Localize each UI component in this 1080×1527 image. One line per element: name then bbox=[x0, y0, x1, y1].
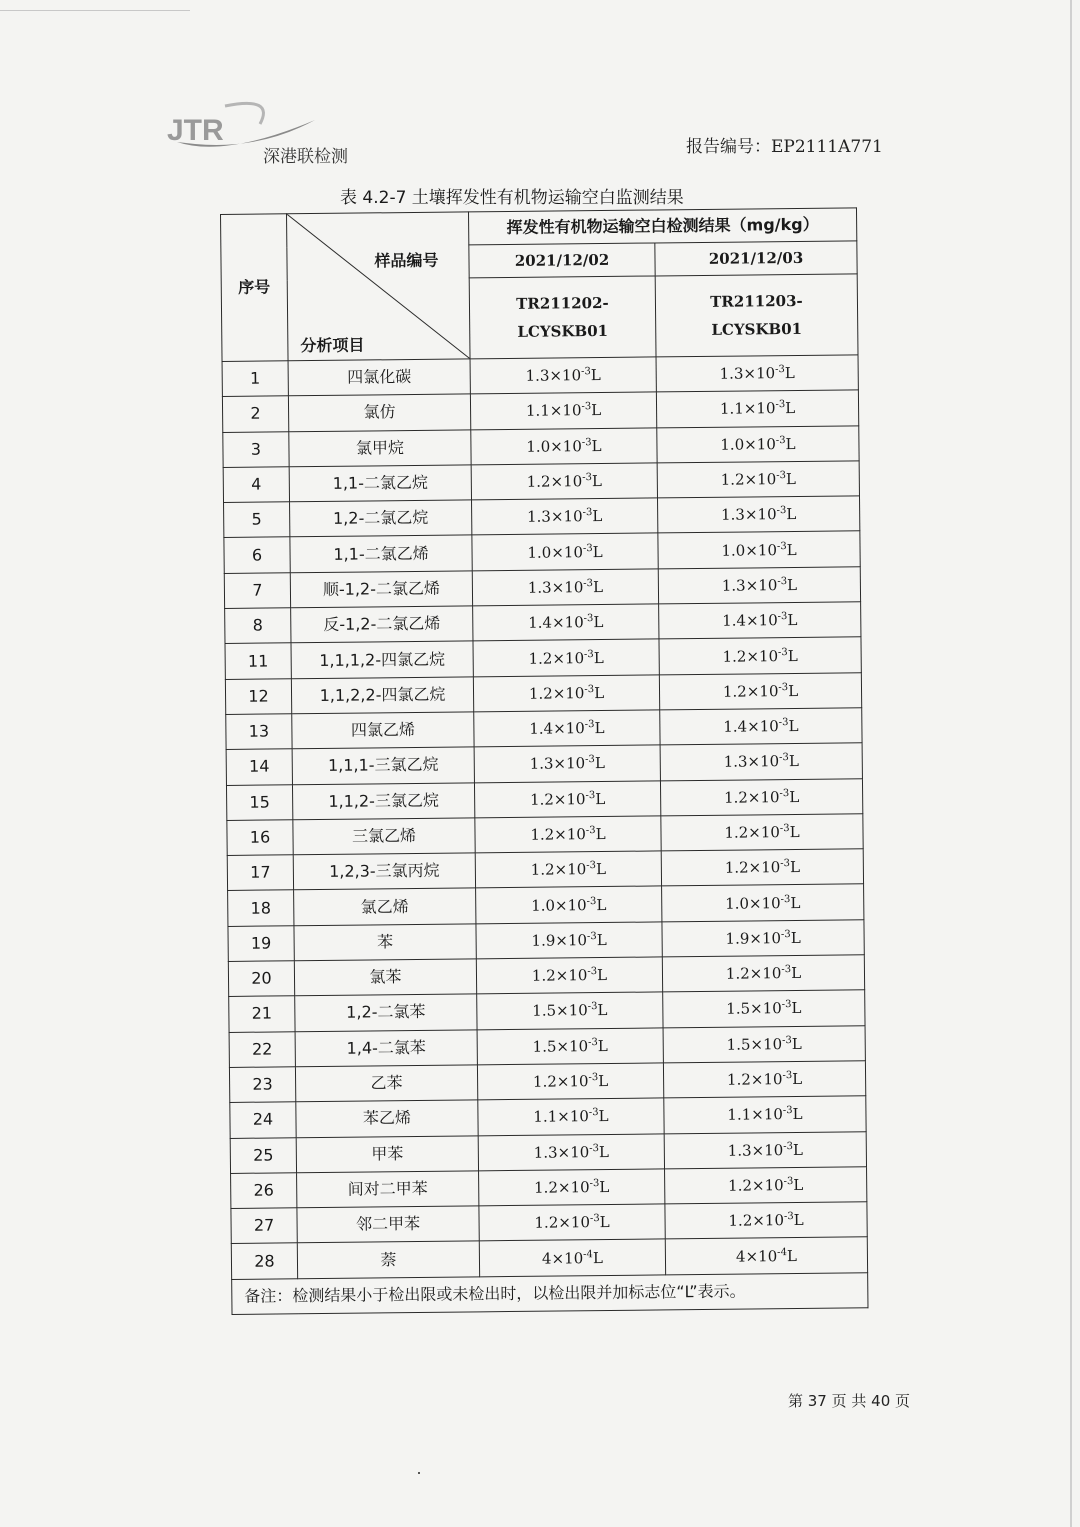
row-value-1: $1.2\times 10^{-3}L$ bbox=[479, 1204, 665, 1241]
row-analysis-item: 1,2-二氯苯 bbox=[295, 994, 477, 1031]
row-value-1: $1.1\times 10^{-3}L$ bbox=[478, 1098, 664, 1135]
row-analysis-item: 反-1,2-二氯乙烯 bbox=[291, 606, 473, 643]
row-value-1: $1.2\times 10^{-3}L$ bbox=[473, 675, 659, 712]
row-value-1: $1.5\times 10^{-3}L$ bbox=[477, 992, 663, 1029]
sample-code-2-line2: LCYSKB01 bbox=[711, 319, 803, 339]
row-seq: 7 bbox=[224, 573, 290, 609]
row-value-1: $1.4\times 10^{-3}L$ bbox=[474, 710, 660, 747]
row-value-2: $1.2\times 10^{-3}L$ bbox=[660, 778, 862, 815]
row-value-1: $1.3\times 10^{-3}L$ bbox=[472, 498, 658, 535]
header-analysis-item: 分析项目 bbox=[300, 335, 365, 356]
report-number: 报告编号：EP2111A771 bbox=[686, 137, 883, 157]
row-analysis-item: 1,4-二氯苯 bbox=[295, 1029, 477, 1066]
row-seq: 3 bbox=[223, 431, 289, 467]
row-seq: 2 bbox=[222, 396, 288, 432]
row-value-2: $1.3\times 10^{-3}L$ bbox=[658, 567, 860, 604]
row-value-2: $1.1\times 10^{-3}L$ bbox=[664, 1096, 866, 1133]
row-analysis-item: 1,2-二氯乙烷 bbox=[290, 500, 472, 537]
row-seq: 4 bbox=[223, 467, 289, 503]
sample-code-1-line1: TR211202- bbox=[516, 293, 609, 313]
row-value-1: $1.0\times 10^{-3}L$ bbox=[471, 428, 657, 465]
row-seq: 11 bbox=[225, 643, 291, 679]
header-seq: 序号 bbox=[221, 214, 289, 362]
logo-wordmark: JTR bbox=[167, 114, 224, 147]
row-seq: 5 bbox=[224, 502, 290, 538]
row-analysis-item: 萘 bbox=[297, 1241, 479, 1278]
row-analysis-item: 1,1,2,2-四氯乙烷 bbox=[291, 677, 473, 714]
row-value-2: $1.2\times 10^{-3}L$ bbox=[661, 849, 863, 886]
row-value-2: $1.2\times 10^{-3}L$ bbox=[663, 1061, 865, 1098]
row-seq: 13 bbox=[226, 714, 292, 750]
row-seq: 27 bbox=[231, 1208, 297, 1244]
header-sample-code-1 bbox=[469, 276, 656, 359]
row-analysis-item: 1,1-二氯乙烷 bbox=[289, 465, 471, 502]
scan-speck bbox=[418, 1472, 420, 1474]
row-value-2: $4\times 10^{-4}L$ bbox=[665, 1237, 867, 1274]
company-logo bbox=[165, 100, 365, 170]
row-value-2: $1.5\times 10^{-3}L$ bbox=[663, 1025, 865, 1062]
company-name: 深港联检测 bbox=[263, 147, 348, 167]
row-value-2: $1.4\times 10^{-3}L$ bbox=[659, 602, 861, 639]
row-analysis-item: 1,1,2-三氯乙烷 bbox=[292, 782, 474, 819]
row-seq: 12 bbox=[225, 678, 291, 714]
table-title: 表 4.2-7 土壤挥发性有机物运输空白监测结果 bbox=[340, 188, 684, 208]
row-value-2: $1.2\times 10^{-3}L$ bbox=[662, 955, 864, 992]
row-value-2: $1.2\times 10^{-3}L$ bbox=[665, 1167, 867, 1204]
row-analysis-item: 间对二甲苯 bbox=[297, 1171, 479, 1208]
row-value-2: $1.2\times 10^{-3}L$ bbox=[661, 814, 863, 851]
row-value-2: $1.2\times 10^{-3}L$ bbox=[657, 461, 859, 498]
row-value-2: $1.0\times 10^{-3}L$ bbox=[657, 425, 859, 462]
row-value-2: $1.4\times 10^{-3}L$ bbox=[660, 708, 862, 745]
note-row bbox=[232, 1272, 868, 1314]
row-analysis-item: 氯乙烯 bbox=[294, 888, 476, 925]
row-analysis-item: 1,2,3-三氯丙烷 bbox=[293, 853, 475, 890]
row-seq: 16 bbox=[227, 820, 293, 856]
row-value-2: $1.1\times 10^{-3}L$ bbox=[656, 390, 858, 427]
row-analysis-item: 氯苯 bbox=[294, 959, 476, 996]
row-value-1: $1.2\times 10^{-3}L$ bbox=[473, 639, 659, 676]
row-value-1: $1.2\times 10^{-3}L$ bbox=[479, 1169, 665, 1206]
row-analysis-item: 顺-1,2-二氯乙烯 bbox=[290, 571, 472, 608]
row-value-1: $1.2\times 10^{-3}L$ bbox=[471, 463, 657, 500]
row-value-1: $1.5\times 10^{-3}L$ bbox=[477, 1028, 663, 1065]
row-value-2: $1.3\times 10^{-3}L$ bbox=[657, 496, 859, 533]
page-number: 第 37 页 共 40 页 bbox=[788, 1392, 911, 1410]
row-value-1: $1.2\times 10^{-3}L$ bbox=[477, 1063, 663, 1100]
row-analysis-item: 四氯乙烯 bbox=[292, 712, 474, 749]
row-value-1: $1.0\times 10^{-3}L$ bbox=[472, 533, 658, 570]
row-seq: 28 bbox=[231, 1243, 297, 1279]
row-value-2: $1.2\times 10^{-3}L$ bbox=[659, 637, 861, 674]
row-seq: 15 bbox=[226, 784, 292, 820]
scan-edge-line bbox=[0, 10, 190, 11]
row-analysis-item: 苯乙烯 bbox=[296, 1100, 478, 1137]
row-seq: 21 bbox=[229, 996, 295, 1032]
header-date-1: 2021/12/02 bbox=[469, 243, 655, 278]
row-seq: 8 bbox=[225, 608, 291, 644]
row-value-1: $1.3\times 10^{-3}L$ bbox=[472, 569, 658, 606]
row-seq: 1 bbox=[222, 361, 288, 397]
row-value-2: $1.2\times 10^{-3}L$ bbox=[665, 1202, 867, 1239]
header-sample-id: 样品编号 bbox=[374, 250, 439, 271]
row-seq: 25 bbox=[230, 1137, 296, 1173]
row-value-2: $1.0\times 10^{-3}L$ bbox=[658, 531, 860, 568]
row-value-1: $1.4\times 10^{-3}L$ bbox=[473, 604, 659, 641]
row-value-1: $4\times 10^{-4}L$ bbox=[479, 1239, 665, 1276]
row-value-1: $1.2\times 10^{-3}L$ bbox=[474, 780, 660, 817]
row-value-2: $1.5\times 10^{-3}L$ bbox=[663, 990, 865, 1027]
row-seq: 24 bbox=[230, 1102, 296, 1138]
row-value-2: $1.9\times 10^{-3}L$ bbox=[662, 920, 864, 957]
row-analysis-item: 氯甲烷 bbox=[289, 429, 471, 466]
row-analysis-item: 1,1,1-三氯乙烷 bbox=[292, 747, 474, 784]
row-seq: 18 bbox=[228, 890, 294, 926]
table-note: 备注：检测结果小于检出限或未检出时，以检出限并加标志位“L”表示。 bbox=[232, 1272, 868, 1314]
row-analysis-item: 苯 bbox=[294, 924, 476, 961]
row-analysis-item: 氯仿 bbox=[288, 394, 470, 431]
row-value-1: $1.9\times 10^{-3}L$ bbox=[476, 922, 662, 959]
row-value-1: $1.3\times 10^{-3}L$ bbox=[474, 745, 660, 782]
row-value-2: $1.3\times 10^{-3}L$ bbox=[656, 355, 858, 392]
header-diagonal-cell bbox=[287, 212, 471, 361]
row-value-1: $1.2\times 10^{-3}L$ bbox=[476, 957, 662, 994]
results-table bbox=[220, 207, 869, 1315]
row-value-2: $1.3\times 10^{-3}L$ bbox=[664, 1131, 866, 1168]
row-value-1: $1.1\times 10^{-3}L$ bbox=[470, 392, 656, 429]
header-sample-code-2 bbox=[655, 274, 858, 357]
row-analysis-item: 甲苯 bbox=[296, 1135, 478, 1172]
row-value-2: $1.2\times 10^{-3}L$ bbox=[659, 672, 861, 709]
row-value-2: $1.0\times 10^{-3}L$ bbox=[662, 884, 864, 921]
row-analysis-item: 三氯乙烯 bbox=[293, 818, 475, 855]
row-seq: 22 bbox=[229, 1031, 295, 1067]
row-value-2: $1.3\times 10^{-3}L$ bbox=[660, 743, 862, 780]
row-seq: 23 bbox=[229, 1067, 295, 1103]
row-analysis-item: 邻二甲苯 bbox=[297, 1206, 479, 1243]
row-analysis-item: 乙苯 bbox=[295, 1065, 477, 1102]
row-analysis-item: 1,1-二氯乙烯 bbox=[290, 535, 472, 572]
row-seq: 6 bbox=[224, 537, 290, 573]
row-seq: 19 bbox=[228, 926, 294, 962]
row-seq: 20 bbox=[228, 961, 294, 997]
row-analysis-item: 四氯化碳 bbox=[288, 359, 470, 396]
header-group: 挥发性有机物运输空白检测结果（mg/kg） bbox=[468, 208, 856, 245]
sample-code-2-line1: TR211203- bbox=[710, 291, 803, 311]
row-value-1: $1.3\times 10^{-3}L$ bbox=[470, 357, 656, 394]
scan-edge-right bbox=[1070, 0, 1072, 1527]
row-analysis-item: 1,1,1,2-四氯乙烷 bbox=[291, 641, 473, 678]
row-seq: 14 bbox=[226, 749, 292, 785]
row-seq: 26 bbox=[231, 1173, 297, 1209]
header-date-2: 2021/12/03 bbox=[655, 241, 857, 276]
sample-code-1-line2: LCYSKB01 bbox=[517, 321, 609, 341]
row-value-1: $1.2\times 10^{-3}L$ bbox=[475, 816, 661, 853]
row-value-1: $1.0\times 10^{-3}L$ bbox=[476, 886, 662, 923]
row-value-1: $1.2\times 10^{-3}L$ bbox=[475, 851, 661, 888]
row-value-1: $1.3\times 10^{-3}L$ bbox=[478, 1133, 664, 1170]
row-seq: 17 bbox=[227, 855, 293, 891]
